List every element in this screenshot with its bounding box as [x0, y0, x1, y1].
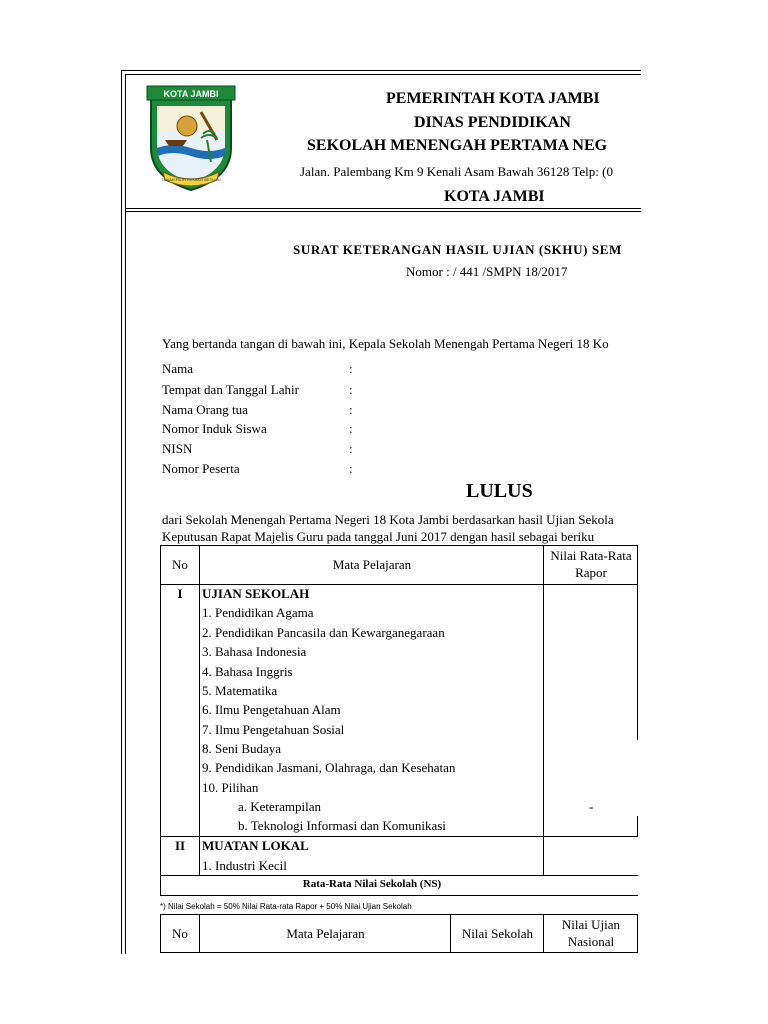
logo-motto-text: TANAH PILIH PESAKO BETUAH — [161, 177, 221, 182]
subject-sub-row: b. Teknologi Informasi dan Komunikasi — [238, 818, 446, 833]
paragraph-line-1: dari Sekolah Menengah Pertama Negeri 18 Kota Jambi berdasarkan hasil Ujian Sekola — [162, 512, 614, 527]
page-border-left-inner — [125, 74, 126, 954]
colon: : — [349, 421, 353, 436]
subject-row: 6. Ilmu Pengetahuan Alam — [202, 702, 341, 717]
table2-header-un-2: Nasional — [567, 934, 615, 949]
table2-header-bottom — [160, 952, 638, 953]
subject-row: 8. Seni Budaya — [202, 741, 282, 756]
subject-row: 3. Bahasa Indonesia — [202, 644, 307, 659]
colon: : — [349, 461, 353, 476]
subject-row: 9. Pendidikan Jasmani, Olahraga, dan Kesehatan — [202, 760, 456, 775]
header-line-3: SEKOLAH MENENGAH PERTAMA NEG — [307, 137, 608, 154]
subject-row: 5. Matematika — [202, 683, 278, 698]
field-nis: Nomor Induk Siswa — [162, 421, 267, 436]
header-divider-2 — [125, 211, 641, 212]
table2-header-no: No — [172, 926, 188, 941]
header-address: Jalan. Palembang Km 9 Kenali Asam Bawah 36128 Telp: (0 — [300, 164, 613, 179]
logo-banner-text: KOTA JAMBI — [163, 89, 219, 99]
paragraph-line-2: Keputusan Rapat Majelis Guru pada tanggal Juni 2017 dengan hasil sebagai beriku — [162, 529, 595, 544]
subject-row: 1. Pendidikan Agama — [202, 605, 314, 620]
subject-row: 7. Ilmu Pengetahuan Sosial — [202, 722, 345, 737]
table1-header-nilai-1: Nilai Rata-Rata — [550, 548, 632, 563]
colon: : — [349, 382, 353, 397]
table1-header-nilai-2: Rapor — [575, 565, 607, 580]
dash-value: - — [589, 799, 594, 814]
page-border-top-inner — [125, 74, 641, 75]
header-divider — [125, 208, 641, 209]
table1-header-bottom — [160, 584, 638, 585]
page-border-top — [121, 70, 641, 71]
field-ttl: Tempat dan Tanggal Lahir — [162, 382, 299, 397]
table2-header-ns: Nilai Sekolah — [461, 926, 534, 941]
subject-row: 1. Industri Kecil — [202, 858, 287, 873]
field-nama: Nama — [162, 361, 194, 376]
footnote: *) Nilai Sekolah = 50% Nilai Rata-rata Rapor + 50% Nilai Ujian Sekolah — [160, 902, 412, 911]
table2-header-mapel: Mata Pelajaran — [286, 926, 365, 941]
sec2-number: II — [174, 838, 186, 853]
intro-text: Yang bertanda tangan di bawah ini, Kepala Sekolah Menengah Pertama Negeri 18 Ko — [162, 336, 609, 351]
page-border-left — [121, 70, 122, 954]
subject-row: 2. Pendidikan Pancasila dan Kewarganegaraan — [202, 625, 445, 640]
field-nisn: NISN — [162, 441, 193, 456]
table2-top — [160, 914, 638, 915]
subject-row: 10. Pilihan — [202, 780, 259, 795]
header-line-2: DINAS PENDIDIKAN — [414, 114, 571, 131]
colon: : — [349, 441, 353, 456]
status-lulus: LULUS — [466, 480, 533, 502]
subject-row: 4. Bahasa Inggris — [202, 664, 293, 679]
header-line-1: PEMERINTAH KOTA JAMBI — [386, 90, 600, 107]
subject-sub-row: a. Keterampilan — [238, 799, 322, 814]
colon: : — [349, 361, 353, 376]
table1-right-partial-2 — [637, 816, 638, 837]
table1-sec1-bottom — [160, 836, 638, 837]
table2-header-un-1: Nilai Ujian — [561, 917, 621, 932]
table1-header-mapel: Mata Pelajaran — [332, 557, 412, 572]
colon: : — [349, 402, 353, 417]
sec1-title: UJIAN SEKOLAH — [202, 586, 310, 601]
table1-average-label: Rata-Rata Nilai Sekolah (NS) — [302, 878, 442, 890]
table1-bottom — [160, 895, 638, 896]
field-orang-tua: Nama Orang tua — [162, 402, 248, 417]
document-number: Nomor : / 441 /SMPN 18/2017 — [406, 264, 568, 279]
table1-col-divider-2 — [543, 545, 544, 876]
table1-sec2-bottom — [160, 875, 638, 876]
header-city: KOTA JAMBI — [444, 188, 545, 205]
table1-header-no: No — [172, 557, 188, 572]
sec1-number: I — [177, 586, 183, 601]
field-peserta: Nomor Peserta — [162, 461, 240, 476]
document-title: SURAT KETERANGAN HASIL UJIAN (SKHU) SEM — [293, 242, 622, 257]
city-logo — [143, 82, 239, 194]
sec2-title: MUATAN LOKAL — [202, 838, 309, 853]
table1-top — [160, 545, 638, 546]
